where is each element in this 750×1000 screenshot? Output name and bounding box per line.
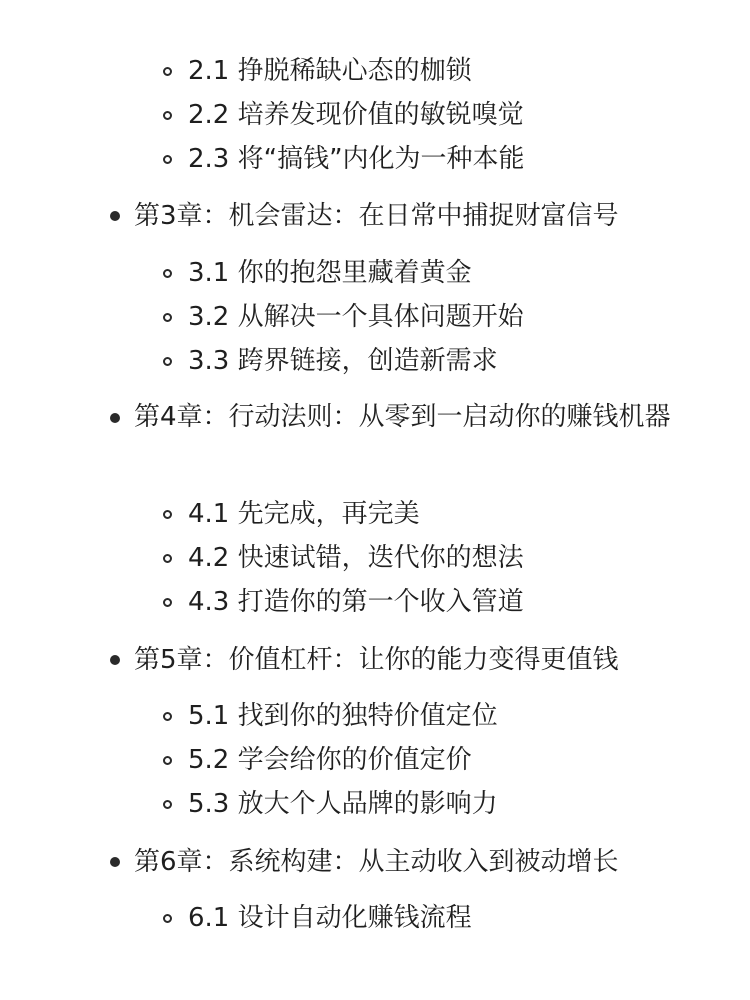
subsection-item: 4.1 先完成，再完美: [188, 499, 420, 529]
subsection-item: 5.2 学会给你的价值定价: [188, 745, 472, 775]
chapter-item: 第3章：机会雷达：在日常中捕捉财富信号: [134, 201, 619, 231]
solid-bullet-icon: [110, 857, 120, 867]
hollow-bullet-icon: [163, 67, 172, 76]
subsection-item: 3.3 跨界链接，创造新需求: [188, 346, 498, 376]
hollow-bullet-icon: [163, 712, 172, 721]
subsection-item: 2.2 培养发现价值的敏锐嗅觉: [188, 100, 524, 130]
hollow-bullet-icon: [163, 554, 172, 563]
hollow-bullet-icon: [163, 800, 172, 809]
hollow-bullet-icon: [163, 598, 172, 607]
hollow-bullet-icon: [163, 111, 172, 120]
hollow-bullet-icon: [163, 914, 172, 923]
subsection-item: 5.1 找到你的独特价值定位: [188, 701, 498, 731]
subsection-item: 2.1 挣脱稀缺心态的枷锁: [188, 56, 472, 86]
subsection-item: 5.3 放大个人品牌的影响力: [188, 789, 498, 819]
hollow-bullet-icon: [163, 313, 172, 322]
subsection-item: 6.1 设计自动化赚钱流程: [188, 903, 472, 933]
solid-bullet-icon: [110, 655, 120, 665]
hollow-bullet-icon: [163, 269, 172, 278]
subsection-item: 3.1 你的抱怨里藏着黄金: [188, 258, 472, 288]
subsection-item: 4.3 打造你的第一个收入管道: [188, 587, 524, 617]
subsection-item: 3.2 从解决一个具体问题开始: [188, 302, 524, 332]
hollow-bullet-icon: [163, 357, 172, 366]
hollow-bullet-icon: [163, 510, 172, 519]
solid-bullet-icon: [110, 211, 120, 221]
solid-bullet-icon: [110, 413, 120, 423]
chapter-item: 第6章：系统构建：从主动收入到被动增长: [134, 847, 619, 877]
chapter-item: 第5章：价值杠杆：让你的能力变得更值钱: [134, 645, 619, 675]
subsection-item: 4.2 快速试错，迭代你的想法: [188, 543, 524, 573]
chapter-item: 第4章：行动法则：从零到一启动你的赚钱机器: [134, 402, 671, 432]
hollow-bullet-icon: [163, 155, 172, 164]
hollow-bullet-icon: [163, 756, 172, 765]
subsection-item: 2.3 将“搞钱”内化为一种本能: [188, 144, 525, 174]
